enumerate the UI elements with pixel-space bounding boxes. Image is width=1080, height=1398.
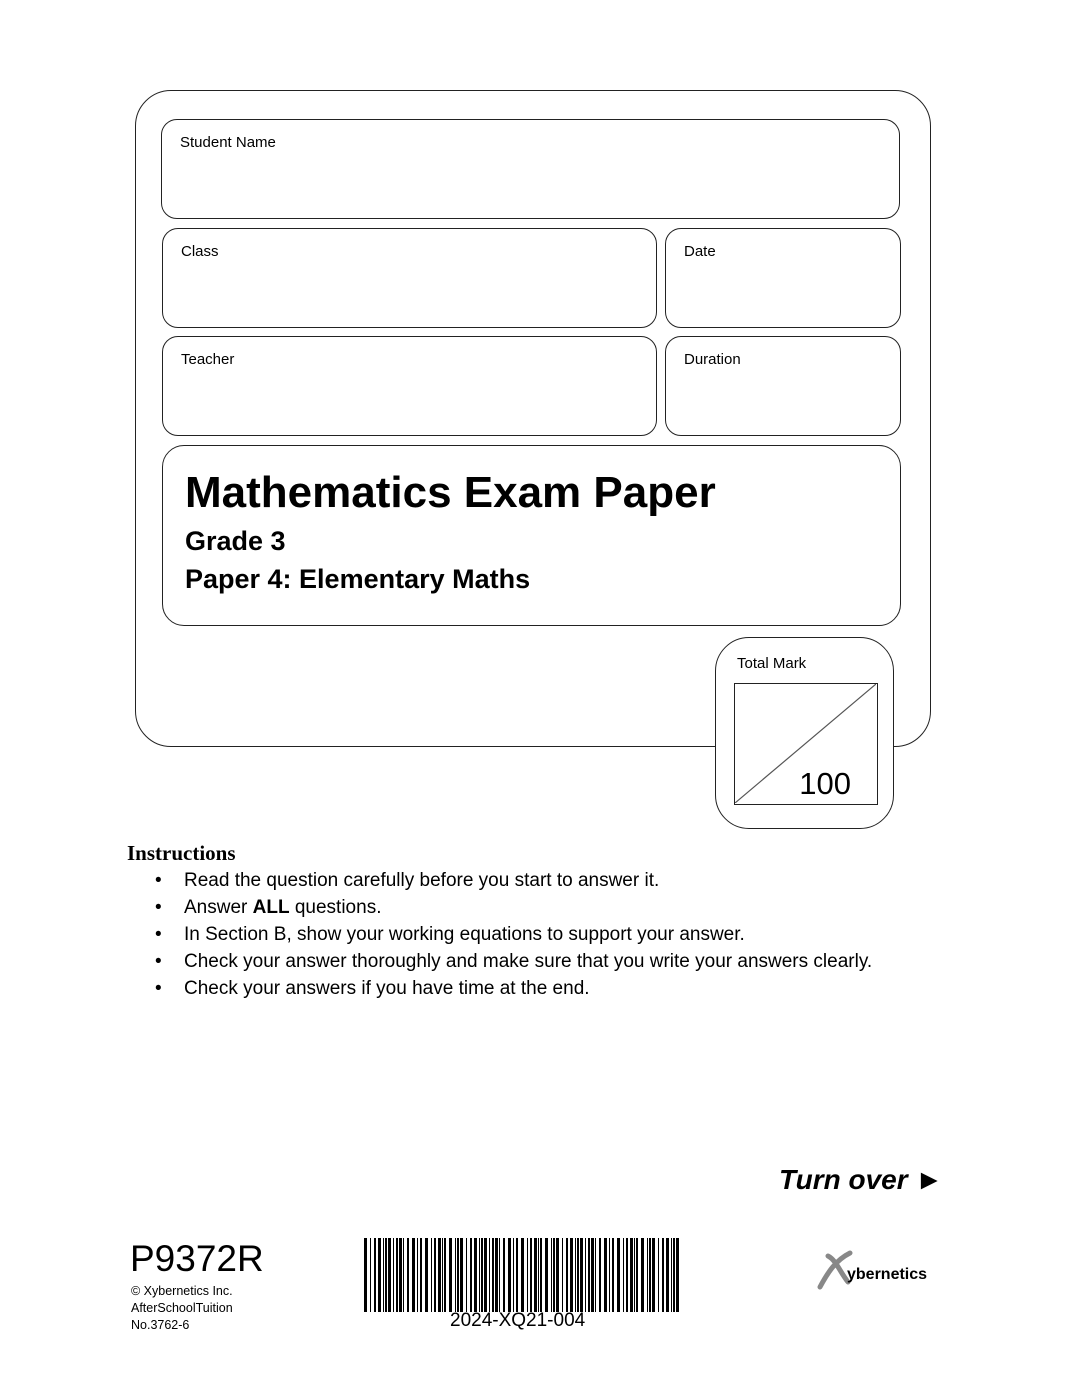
barcode-bar xyxy=(470,1238,472,1312)
date-label: Date xyxy=(684,243,716,260)
barcode-bar xyxy=(374,1238,376,1312)
copyright: © Xybernetics Inc. xyxy=(131,1284,233,1298)
barcode-text: 2024-XQ21-004 xyxy=(450,1310,586,1331)
exam-paper: Paper 4: Elementary Maths xyxy=(185,564,531,594)
barcode-bar xyxy=(399,1238,402,1312)
barcode-bar xyxy=(396,1238,398,1312)
exam-title-box xyxy=(162,445,901,626)
barcode-bar xyxy=(641,1238,644,1312)
barcode-bar xyxy=(673,1238,675,1312)
barcode-bar xyxy=(599,1238,601,1312)
barcode-bar xyxy=(420,1238,422,1312)
date-field[interactable] xyxy=(665,228,901,328)
instructions-heading: Instructions xyxy=(127,841,236,865)
barcode xyxy=(364,1238,684,1312)
barcode-bar xyxy=(516,1238,518,1312)
barcode-bar xyxy=(370,1238,371,1312)
doc-number: No.3762-6 xyxy=(131,1318,190,1332)
barcode-bar xyxy=(591,1238,594,1312)
barcode-bar xyxy=(575,1238,576,1312)
barcode-bar xyxy=(438,1238,441,1312)
barcode-bar xyxy=(417,1238,418,1312)
class-label: Class xyxy=(181,243,219,260)
barcode-bar xyxy=(383,1238,384,1312)
barcode-bar xyxy=(388,1238,391,1312)
instruction-item: • Check your answers if you have time at the end. xyxy=(155,976,872,1003)
barcode-bar xyxy=(460,1238,463,1312)
barcode-bar xyxy=(676,1238,679,1312)
barcode-bar xyxy=(434,1238,436,1312)
class-field[interactable] xyxy=(162,228,657,328)
total-mark-label: Total Mark xyxy=(737,655,807,672)
barcode-bar xyxy=(553,1238,555,1312)
barcode-bar xyxy=(492,1238,494,1312)
total-mark-field[interactable] xyxy=(734,683,878,805)
barcode-bar xyxy=(495,1238,498,1312)
paper-code: P9372R xyxy=(130,1238,264,1279)
barcode-bar xyxy=(671,1238,672,1312)
barcode-bar xyxy=(455,1238,456,1312)
barcode-bar xyxy=(521,1238,524,1312)
barcode-bar xyxy=(595,1238,596,1312)
barcode-bar xyxy=(412,1238,415,1312)
instruction-item: • In Section B, show your working equations to support your answer. xyxy=(155,922,872,949)
total-mark-box xyxy=(715,637,894,829)
barcode-bar xyxy=(534,1238,537,1312)
barcode-bar xyxy=(444,1238,446,1312)
barcode-bar xyxy=(634,1238,635,1312)
barcode-bar xyxy=(636,1238,638,1312)
barcode-bar xyxy=(570,1238,573,1312)
barcode-bar xyxy=(364,1238,367,1312)
barcode-bar xyxy=(499,1238,500,1312)
exam-title: Mathematics Exam Paper xyxy=(185,468,716,517)
barcode-bar xyxy=(442,1238,443,1312)
barcode-bar xyxy=(623,1238,624,1312)
barcode-bar xyxy=(540,1238,542,1312)
barcode-bar xyxy=(474,1238,477,1312)
barcode-bar xyxy=(538,1238,539,1312)
instruction-item: • Read the question carefully before you start to answer it. xyxy=(155,868,872,895)
barcode-bar xyxy=(626,1238,628,1312)
barcode-bar xyxy=(604,1238,607,1312)
barcode-bar xyxy=(585,1238,586,1312)
exam-grade: Grade 3 xyxy=(185,526,286,556)
barcode-bar xyxy=(545,1238,548,1312)
student-name-field[interactable] xyxy=(161,119,900,219)
barcode-bar xyxy=(479,1238,480,1312)
logo-text: ybernetics xyxy=(847,1266,928,1283)
student-name-label: Student Name xyxy=(180,134,276,151)
barcode-bar xyxy=(489,1238,490,1312)
barcode-bar xyxy=(562,1238,563,1312)
barcode-bar xyxy=(481,1238,483,1312)
barcode-bar xyxy=(612,1238,614,1312)
barcode-bar xyxy=(527,1238,528,1312)
barcode-bar xyxy=(566,1238,568,1312)
barcode-bar xyxy=(393,1238,394,1312)
barcode-bar xyxy=(508,1238,511,1312)
barcode-bar xyxy=(666,1238,669,1312)
barcode-bar xyxy=(425,1238,428,1312)
instructions-list xyxy=(155,868,872,1003)
barcode-bar xyxy=(630,1238,633,1312)
turn-over-label: Turn over ► xyxy=(779,1164,944,1195)
barcode-bar xyxy=(431,1238,432,1312)
barcode-bar xyxy=(662,1238,664,1312)
barcode-bar xyxy=(609,1238,610,1312)
barcode-bar xyxy=(484,1238,487,1312)
duration-field[interactable] xyxy=(665,336,901,436)
publisher-line: AfterSchoolTuition xyxy=(131,1301,233,1315)
barcode-bar xyxy=(588,1238,590,1312)
teacher-field[interactable] xyxy=(162,336,657,436)
barcode-bar xyxy=(503,1238,505,1312)
barcode-bar xyxy=(647,1238,648,1312)
barcode-bar xyxy=(649,1238,651,1312)
barcode-bar xyxy=(658,1238,659,1312)
instruction-item: • Answer ALL questions. xyxy=(155,895,872,922)
barcode-bar xyxy=(556,1238,559,1312)
barcode-bar xyxy=(385,1238,387,1312)
barcode-bar xyxy=(617,1238,620,1312)
barcode-bar xyxy=(551,1238,552,1312)
barcode-bar xyxy=(577,1238,579,1312)
barcode-bar xyxy=(652,1238,655,1312)
barcode-bar xyxy=(407,1238,409,1312)
barcode-bar xyxy=(457,1238,459,1312)
total-mark-value: 100 xyxy=(799,766,851,801)
duration-label: Duration xyxy=(684,351,741,368)
instruction-item: • Check your answer thoroughly and make sure that you write your answers clearly. xyxy=(155,949,872,976)
barcode-bar xyxy=(513,1238,514,1312)
barcode-bar xyxy=(449,1238,452,1312)
barcode-bar xyxy=(466,1238,467,1312)
barcode-bar xyxy=(403,1238,404,1312)
barcode-bar xyxy=(580,1238,583,1312)
barcode-bar xyxy=(378,1238,381,1312)
teacher-label: Teacher xyxy=(181,351,235,368)
barcode-bar xyxy=(530,1238,532,1312)
